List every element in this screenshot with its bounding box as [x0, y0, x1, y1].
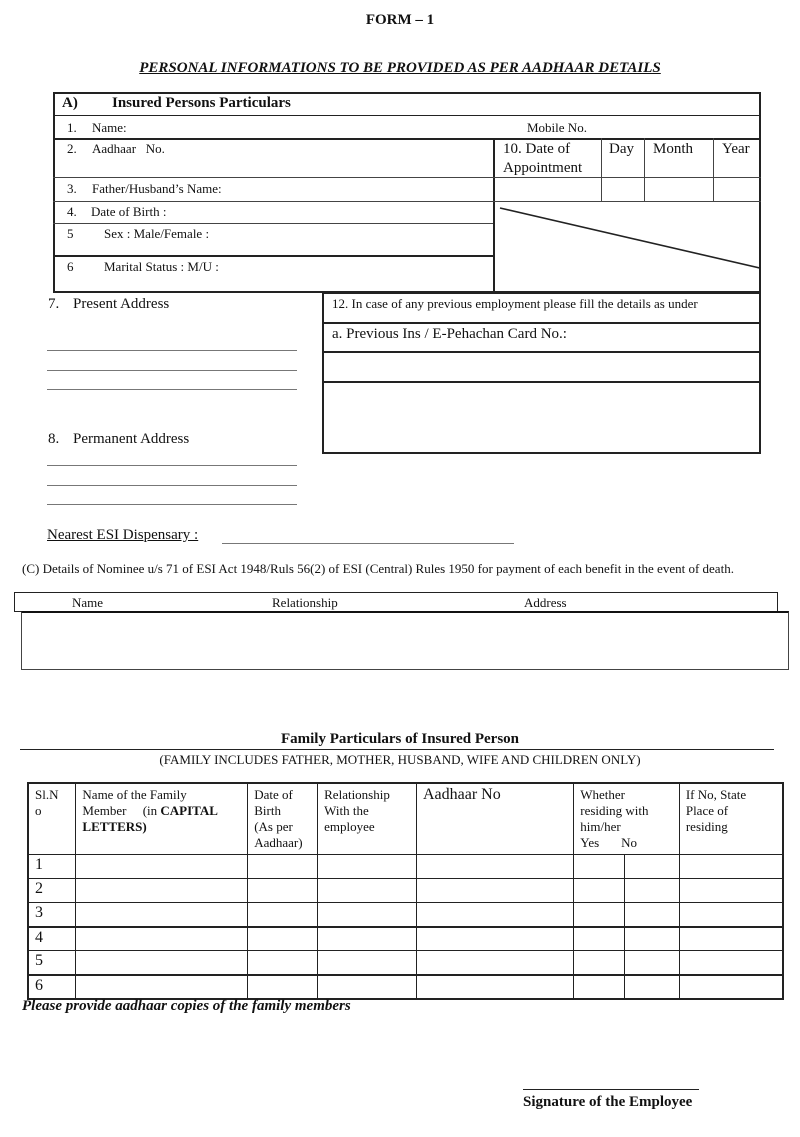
- family-row: [28, 903, 783, 927]
- relationship-cell[interactable]: [318, 879, 417, 903]
- residing-no-cell[interactable]: [625, 879, 680, 903]
- residing-yes-cell[interactable]: [574, 975, 625, 999]
- appointment-year-label: Year: [722, 141, 750, 157]
- present-address-line-2[interactable]: [47, 370, 297, 371]
- relationship-cell[interactable]: [318, 927, 417, 951]
- permanent-address-num: 8.: [48, 431, 60, 447]
- residing-no-cell[interactable]: [625, 855, 680, 879]
- aadhaar-cell[interactable]: [416, 903, 573, 927]
- member-name-cell[interactable]: [76, 951, 248, 975]
- dob-cell[interactable]: [248, 927, 318, 951]
- residing-yes-cell[interactable]: [574, 951, 625, 975]
- divider: [53, 177, 761, 178]
- family-note: Please provide aadhaar copies of the family members: [22, 998, 351, 1014]
- dob-field-label[interactable]: Date of Birth :: [91, 204, 167, 219]
- name-field-num: 1.: [67, 120, 77, 135]
- aadhaar-cell[interactable]: [416, 951, 573, 975]
- aadhaar-cell[interactable]: [416, 975, 573, 999]
- present-address-num: 7.: [48, 296, 60, 312]
- family-row: [28, 855, 783, 879]
- row-number: 2: [28, 879, 76, 903]
- place-cell[interactable]: [679, 903, 783, 927]
- marital-field-num: 6: [67, 259, 74, 274]
- row-number: 3: [28, 903, 76, 927]
- father-husband-field-label[interactable]: Father/Husband’s Name:: [92, 181, 222, 196]
- previous-card-input[interactable]: [324, 353, 759, 380]
- col-residing: Whether residing with him/her Yes No: [574, 783, 680, 855]
- appointment-label-line1: 10. Date of: [503, 141, 571, 157]
- page-heading: PERSONAL INFORMATIONS TO BE PROVIDED AS PER AADHAAR DETAILS: [139, 60, 661, 76]
- residing-yes-cell[interactable]: [574, 903, 625, 927]
- previous-employment-details-input[interactable]: [324, 383, 759, 452]
- form-title: FORM – 1: [365, 12, 435, 28]
- permanent-address-line-2[interactable]: [47, 485, 297, 486]
- divider: [53, 223, 493, 224]
- divider: [53, 115, 761, 116]
- residing-no-cell[interactable]: [625, 951, 680, 975]
- member-name-cell[interactable]: [76, 975, 248, 999]
- row-number: 5: [28, 951, 76, 975]
- col-family-member-name: Name of the Family Member (in CAPITAL LETTERS): [76, 783, 248, 855]
- family-table-header: [28, 783, 783, 855]
- nominee-details-input[interactable]: [21, 611, 789, 670]
- signature-line[interactable]: [523, 1089, 699, 1090]
- dob-cell[interactable]: [248, 975, 318, 999]
- present-address-line-3[interactable]: [47, 389, 297, 390]
- present-address-label: Present Address: [73, 296, 170, 312]
- aadhaar-field-num: 2.: [67, 141, 77, 156]
- aadhaar-field-label[interactable]: Aadhaar No.: [92, 141, 165, 156]
- relationship-cell[interactable]: [318, 855, 417, 879]
- divider: [644, 138, 645, 201]
- sex-field-label[interactable]: Sex : Male/Female :: [104, 226, 210, 241]
- col-date-of-birth: Date of Birth (As per Aadhaar): [248, 783, 318, 855]
- present-address-line-1[interactable]: [47, 350, 297, 351]
- family-row: [28, 975, 783, 999]
- nearest-dispensary-input[interactable]: [222, 543, 514, 544]
- residing-no-cell[interactable]: [625, 903, 680, 927]
- nearest-dispensary-label: Nearest ESI Dispensary :: [47, 527, 199, 543]
- family-subtitle: (FAMILY INCLUDES FATHER, MOTHER, HUSBAND, WIFE AND CHILDREN ONLY): [159, 752, 641, 767]
- nominee-col-address: Address: [524, 595, 567, 610]
- residing-yes-cell[interactable]: [574, 927, 625, 951]
- appointment-month-input[interactable]: [646, 179, 712, 200]
- place-cell[interactable]: [679, 855, 783, 879]
- diagonal-line: [500, 208, 760, 272]
- residing-yes-cell[interactable]: [574, 879, 625, 903]
- family-title: Family Particulars of Insured Person: [280, 731, 520, 747]
- signature-label: Signature of the Employee: [523, 1094, 693, 1110]
- divider: [53, 138, 761, 140]
- family-row: [28, 879, 783, 903]
- residing-no-cell[interactable]: [625, 975, 680, 999]
- col-place-of-residing: If No, State Place of residing: [679, 783, 783, 855]
- permanent-address-line-3[interactable]: [47, 504, 297, 505]
- sex-field-num: 5: [67, 226, 74, 241]
- relationship-cell[interactable]: [318, 903, 417, 927]
- appointment-year-input[interactable]: [715, 179, 759, 200]
- dob-cell[interactable]: [248, 879, 318, 903]
- col-aadhaar: Aadhaar No: [416, 783, 573, 855]
- col-slno: Sl.N o: [28, 783, 76, 855]
- divider: [53, 255, 493, 257]
- nominee-col-relationship: Relationship: [272, 595, 338, 610]
- family-row: [28, 927, 783, 951]
- member-name-cell[interactable]: [76, 927, 248, 951]
- place-cell[interactable]: [679, 927, 783, 951]
- strike-through-line: [494, 202, 760, 292]
- section-a-label: A): [62, 95, 78, 111]
- appointment-month-label: Month: [653, 141, 694, 157]
- aadhaar-cell[interactable]: [416, 855, 573, 879]
- dob-field-num: 4.: [67, 204, 77, 219]
- divider: [713, 138, 714, 201]
- aadhaar-cell[interactable]: [416, 879, 573, 903]
- family-row: [28, 951, 783, 975]
- member-name-cell[interactable]: [76, 903, 248, 927]
- nominee-header-row: [14, 592, 778, 612]
- nominee-col-name: Name: [72, 595, 104, 610]
- relationship-cell[interactable]: [318, 975, 417, 999]
- permanent-address-label: Permanent Address: [73, 431, 190, 447]
- member-name-cell[interactable]: [76, 879, 248, 903]
- appointment-day-label: Day: [609, 141, 634, 157]
- permanent-address-line-1[interactable]: [47, 465, 297, 466]
- marital-field-label[interactable]: Marital Status : M/U :: [104, 259, 219, 274]
- mobile-field-label[interactable]: Mobile No.: [527, 120, 587, 135]
- member-name-cell[interactable]: [76, 855, 248, 879]
- dob-cell[interactable]: [248, 855, 318, 879]
- appointment-day-input[interactable]: [603, 179, 643, 200]
- section-a-title: Insured Persons Particulars: [112, 95, 291, 111]
- appointment-label-line2: Appointment: [503, 160, 583, 176]
- divider: [601, 138, 602, 201]
- divider: [322, 322, 761, 324]
- residing-no-cell[interactable]: [625, 927, 680, 951]
- place-cell[interactable]: [679, 951, 783, 975]
- name-field-label[interactable]: Name:: [92, 120, 127, 135]
- family-table: [27, 782, 784, 1000]
- dob-cell[interactable]: [248, 951, 318, 975]
- row-number: 1: [28, 855, 76, 879]
- place-cell[interactable]: [679, 975, 783, 999]
- residing-yes-cell[interactable]: [574, 855, 625, 879]
- previous-employment-title: 12. In case of any previous employment please fill the details as under: [332, 296, 698, 311]
- aadhaar-cell[interactable]: [416, 927, 573, 951]
- dob-cell[interactable]: [248, 903, 318, 927]
- row-number: 4: [28, 927, 76, 951]
- previous-card-label: a. Previous Ins / E-Pehachan Card No.:: [332, 326, 567, 342]
- row-number: 6: [28, 975, 76, 999]
- col-relationship: Relationship With the employee: [318, 783, 417, 855]
- place-cell[interactable]: [679, 879, 783, 903]
- relationship-cell[interactable]: [318, 951, 417, 975]
- father-husband-field-num: 3.: [67, 181, 77, 196]
- nominee-description: (C) Details of Nominee u/s 71 of ESI Act 1948/Ruls 56(2) of ESI (Central) Rules 1950 for payment of each benefit in the event of death.: [22, 561, 734, 576]
- divider: [20, 749, 774, 750]
